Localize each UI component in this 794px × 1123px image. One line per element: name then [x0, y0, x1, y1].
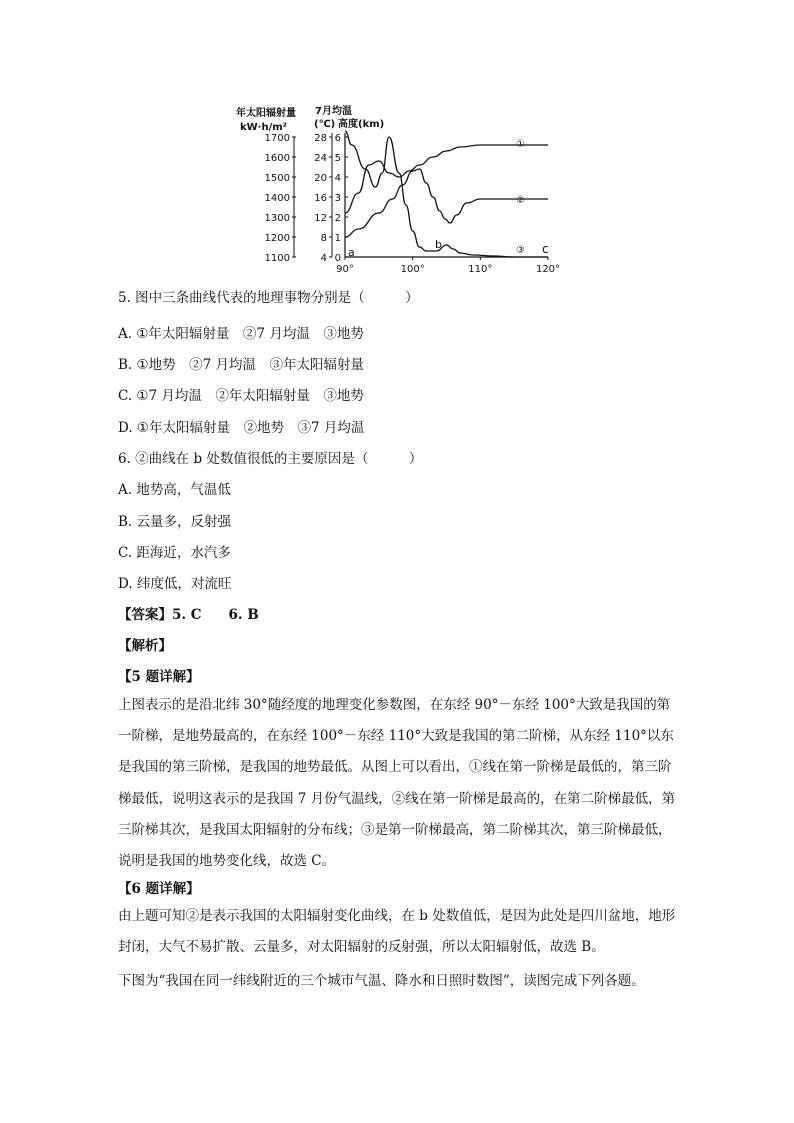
height-tick-label: 2 — [334, 213, 341, 224]
height-tick-label: 6 — [334, 133, 341, 144]
geography-chart — [228, 100, 573, 280]
circle-3-label: ③ — [516, 245, 525, 256]
q6-option-d: D. 纬度低，对流旺 — [118, 576, 232, 592]
marker-1 — [516, 139, 525, 150]
solar-tick-label: 1400 — [264, 193, 290, 204]
x-tick-label: 90° — [336, 264, 354, 275]
q5-detail-text: 上图表示的是沿北纬 30°随经度的地理变化参数图，在东经 90°－东经 100°大致是我国的第一阶梯，是地势最高的，在东经 100°－东经 110°大致是我国的第二阶梯，从东经 110°以东是我国的第三阶梯，是我国的地势最低。从图上可以看出，①线在第一阶梯是最低的，第三阶梯最低，说明这表示的是我国 7 月份气温线，②线在第一阶梯是最高的，在第二阶梯最低，第三阶梯其次，是我国太阳辐射的分布线；③是第一阶梯最高，第二阶梯其次，第三阶梯最低，说明是我国的地势变化线，故选 C。 — [118, 697, 676, 870]
q5-stem: 5. 图中三条曲线代表的地理事物分别是（ ） — [118, 290, 419, 306]
x-tick-label: 110° — [468, 264, 493, 275]
temp-tick-label: 28 — [314, 133, 327, 144]
circle-1-label: ① — [516, 139, 525, 150]
solar-tick-label: 1500 — [264, 173, 290, 184]
label-c: c — [542, 242, 549, 256]
height-tick-label: 5 — [334, 153, 341, 164]
solar-tick-label: 1200 — [264, 233, 290, 244]
q6-stem: 6. ②曲线在 b 处数值很低的主要原因是（ ） — [118, 451, 423, 467]
x-tick-label: 120° — [535, 264, 561, 275]
q6-detail-header: 【6 题详解】 — [118, 881, 200, 897]
solar-ticks — [265, 133, 296, 264]
next-intro: 下图为“我国在同一纬线附近的三个城市气温、降水和日照时数图”，读图完成下列各题。 — [118, 973, 645, 989]
analysis-header: 【解析】 — [118, 638, 172, 654]
q5-detail-header: 【5 题详解】 — [118, 669, 200, 685]
temp-ticks — [314, 133, 332, 264]
label-a: a — [348, 246, 355, 259]
height-axis-title: 高度(km) — [338, 119, 385, 130]
q5-option-d: D. ①年太阳辐射量 ②地势 ③7 月均温 — [118, 420, 365, 436]
solar-tick-label: 1600 — [264, 153, 290, 164]
marker-2 — [516, 195, 525, 206]
circle-2-label: ② — [516, 195, 525, 206]
q6-detail-text: 由上题可知②是表示我国的太阳辐射变化曲线，在 b 处数值低，是因为此处是四川盆地，地形封闭，大气不易扩散、云量多，对太阳辐射的反射强，所以太阳辐射低，故选 B。 — [118, 908, 676, 956]
temp-tick-label: 4 — [320, 253, 327, 264]
height-ticks — [335, 133, 348, 264]
height-tick-label: 0 — [334, 253, 341, 264]
q6-option-a: A. 地势高，气温低 — [118, 482, 231, 498]
temp-tick-label: 24 — [314, 153, 327, 164]
temp-axis-title-2: (℃) — [314, 119, 336, 130]
q5-option-b: B. ①地势 ②7 月均温 ③年太阳辐射量 — [118, 357, 364, 373]
q5-option-c: C. ①7 月均温 ②年太阳辐射量 ③地势 — [118, 388, 364, 404]
temp-tick-label: 16 — [314, 193, 327, 204]
temp-tick-label: 12 — [314, 213, 327, 224]
answer-line: 【答案】5. C 6. B — [118, 607, 259, 623]
q5-option-a: A. ①年太阳辐射量 ②7 月均温 ③地势 — [118, 326, 364, 342]
temp-axis-title-1: 7月均温 — [315, 106, 352, 117]
solar-axis-title-1: 年太阳辐射量 — [236, 108, 296, 119]
solar-tick-label: 1100 — [264, 253, 290, 264]
temp-tick-label: 8 — [320, 233, 327, 244]
x-tick-label: 100° — [400, 264, 425, 275]
solar-tick-label: 1300 — [264, 213, 290, 224]
solar-axis-title-2: kW·h/m² — [240, 122, 288, 133]
height-tick-label: 3 — [334, 193, 341, 204]
label-b: b — [435, 238, 442, 251]
q6-option-b: B. 云量多，反射强 — [118, 514, 232, 530]
temp-tick-label: 20 — [314, 173, 327, 184]
solar-tick-label: 1700 — [264, 133, 290, 144]
height-tick-label: 1 — [334, 233, 341, 244]
marker-3 — [516, 245, 525, 256]
height-tick-label: 4 — [334, 173, 341, 184]
x-ticks — [336, 257, 560, 275]
q6-option-c: C. 距海近，水汽多 — [118, 545, 231, 561]
